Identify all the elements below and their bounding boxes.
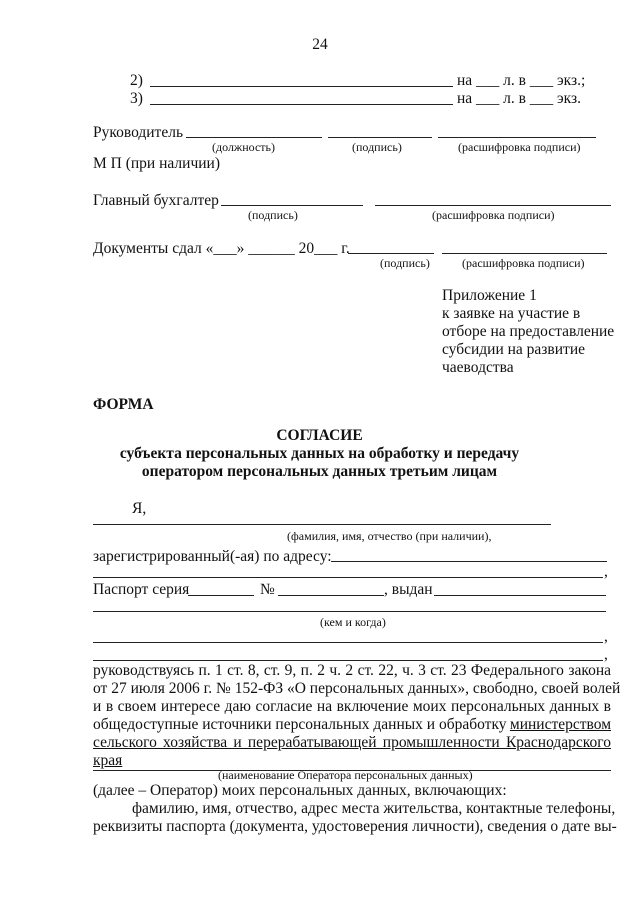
passport-issued-label: , выдан xyxy=(384,581,433,598)
list-item-tail: на ___ л. в ___ экз.; xyxy=(457,72,586,89)
fio-caption: (фамилия, имя, отчество (при наличии), xyxy=(287,529,492,543)
signature-line xyxy=(438,137,596,138)
issued-line xyxy=(434,595,606,596)
signature-caption: (подпись) xyxy=(352,140,402,154)
issued-line xyxy=(93,611,606,612)
address-line xyxy=(331,561,607,562)
body-line: реквизиты паспорта (документа, удостоверения личности), сведения о дате вы- xyxy=(93,818,617,835)
signature-line xyxy=(328,137,432,138)
fill-line xyxy=(150,104,453,105)
signature-line xyxy=(221,205,363,206)
appendix-line: субсидии на развитие xyxy=(442,341,585,358)
operator-caption: (наименование Оператора персональных данных) xyxy=(218,768,473,782)
comma: , xyxy=(604,563,608,580)
signature-decoding-caption: (расшифровка подписи) xyxy=(432,208,555,222)
head-label: Руководитель xyxy=(93,124,184,141)
appendix-line: отборе на предоставление xyxy=(442,323,615,340)
appendix-line: Приложение 1 xyxy=(442,287,537,304)
signature-caption: (подпись) xyxy=(248,208,298,222)
list-item-number: 3) xyxy=(130,90,143,107)
signature-caption: (подпись) xyxy=(380,256,430,270)
address-line xyxy=(93,577,603,578)
comma: , xyxy=(604,646,608,663)
body-line: от 27 июля 2006 г. № 152-ФЗ «О персональных данных», свободно, своей волей xyxy=(93,680,621,697)
page-number: 24 xyxy=(312,36,328,53)
operator-name: министерством xyxy=(509,716,611,733)
document-subtitle: субъекта персональных данных на обработку и передачу xyxy=(119,445,520,462)
operator-name: края xyxy=(93,752,123,769)
docs-submitted-label: Документы сдал «___» ______ 20___ г. xyxy=(93,240,350,257)
form-label: ФОРМА xyxy=(93,396,154,413)
position-caption: (должность) xyxy=(212,140,275,154)
issued-caption: (кем и когда) xyxy=(320,615,386,629)
body-line-text: общедоступные источники персональных данных и обработку xyxy=(93,716,507,733)
appendix-line: чаеводства xyxy=(442,359,514,376)
body-line: фамилию, имя, отчество, адрес места жительства, контактные телефоны, xyxy=(132,800,616,817)
list-item-number: 2) xyxy=(130,72,143,89)
body-line: (далее – Оператор) моих персональных данных, включающих: xyxy=(93,782,507,799)
i-label: Я, xyxy=(132,500,147,517)
signature-line xyxy=(375,205,611,206)
body-line: и в своем интересе даю согласие на включение моих персональных данных в xyxy=(93,698,611,715)
passport-series-label: Паспорт серия xyxy=(93,581,190,598)
document-title: СОГЛАСИЕ xyxy=(276,427,363,444)
passport-number-label: № xyxy=(260,581,275,598)
comma: , xyxy=(604,628,608,645)
accountant-label: Главный бухгалтер xyxy=(93,192,219,209)
stamp-label: М П (при наличии) xyxy=(93,155,220,172)
blank-line xyxy=(93,642,603,643)
passport-series-line xyxy=(188,595,254,596)
body-line xyxy=(93,716,611,734)
appendix-line: к заявке на участие в xyxy=(442,305,581,322)
signature-decoding-caption: (расшифровка подписи) xyxy=(462,256,585,270)
document-subtitle: оператором персональных данных третьим лицам xyxy=(141,463,498,480)
list-item-tail: на ___ л. в ___ экз. xyxy=(457,90,581,107)
signature-line xyxy=(186,137,322,138)
fio-line xyxy=(93,524,551,525)
signature-line xyxy=(348,253,434,254)
signature-decoding-caption: (расшифровка подписи) xyxy=(458,140,581,154)
signature-line xyxy=(442,253,607,254)
blank-line xyxy=(93,660,603,661)
passport-number-line xyxy=(278,595,384,596)
operator-name: сельского хозяйства и перерабатывающей промышленности Краснодарского xyxy=(93,734,611,751)
body-line: руководствуясь п. 1 ст. 8, ст. 9, п. 2 ч. 2 ст. 22, ч. 3 ст. 23 Федерального закона xyxy=(93,662,611,679)
registered-label: зарегистрированный(-ая) по адресу: xyxy=(93,548,332,565)
fill-line xyxy=(150,86,453,87)
